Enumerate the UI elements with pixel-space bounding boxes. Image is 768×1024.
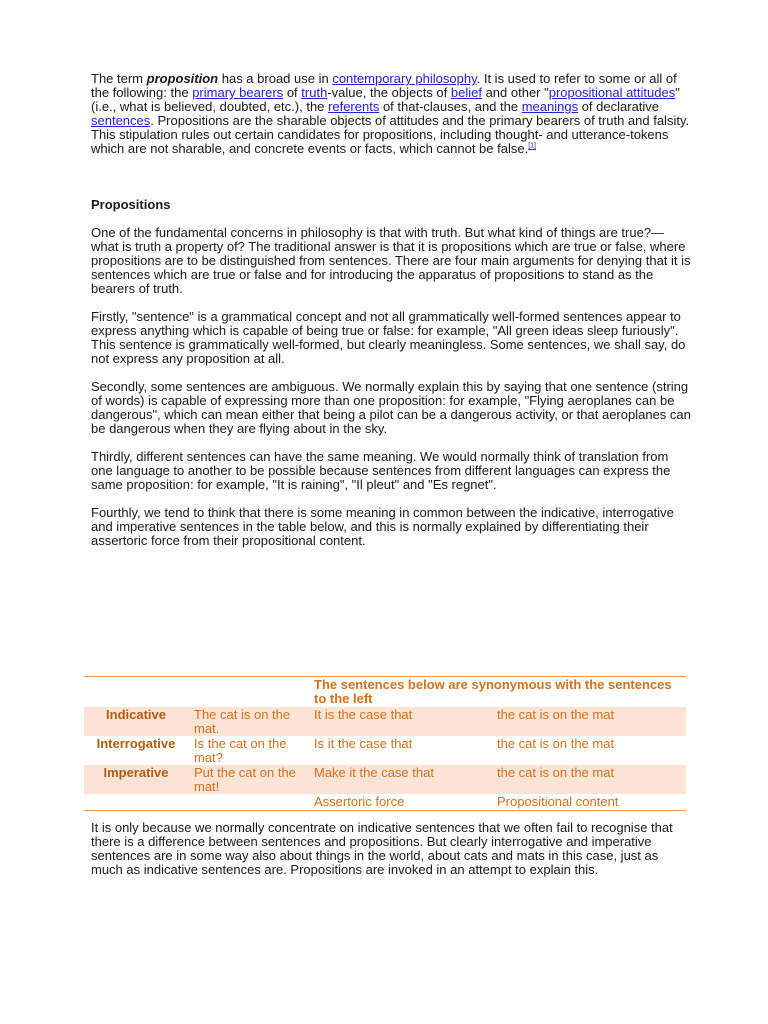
row-force: Make it the case that [308, 765, 491, 794]
intro-text: The term [91, 71, 147, 86]
header-empty-cell [84, 677, 188, 708]
link-propositional-attitudes[interactable]: propositional attitudes [548, 85, 676, 100]
paragraph-5: Fourthly, we tend to think that there is some meaning in common between the indicative, interrogative and imperative sentences in the table below, and this is normally explained by differentiating their assertoric force from their propositional content. [91, 505, 674, 548]
link-sentences[interactable]: sentences [91, 113, 151, 128]
row-label: Interrogative [96, 736, 176, 751]
row-content: the cat is on the mat [497, 736, 615, 751]
row-sentence: The cat is on the mat. [188, 707, 308, 736]
table-row [84, 765, 686, 794]
row-sentence: Put the cat on the mat! [188, 765, 308, 794]
table-row [84, 707, 686, 736]
row-force: It is the case that [308, 707, 491, 736]
closing-paragraph: It is only because we normally concentrate on indicative sentences that we often fail to recognise that there is a difference between sentences and propositions. But clearly interrogative and imperative sentences are in some way also about things in the world, about cats and mats in this case, just as much as indicative sentences are. Propositions are invoked in an attempt to explain this. [91, 820, 673, 877]
row-label: Imperative [84, 765, 188, 794]
intro-text: of [283, 85, 302, 100]
intro-text: -value, the objects of [327, 85, 451, 100]
paragraph-3: Secondly, some sentences are ambiguous. We normally explain this by saying that one sentence (string of words) is capable of expressing more than one proposition: for example, "Flying aeroplanes can be dangerous", which can mean either that being a pilot can be a dangerous activity, or that aeroplanes can be dangerous when they are flying about in the sky. [91, 379, 691, 436]
footer-empty-cell [188, 794, 308, 811]
link-contemporary-philosophy[interactable]: contemporary philosophy [332, 71, 477, 86]
link-belief[interactable]: belief [450, 85, 482, 100]
row-label: Indicative [84, 707, 188, 736]
footer-propositional-content: Propositional content [497, 794, 619, 809]
table-footer-row [84, 794, 686, 811]
section-heading: Propositions [91, 197, 171, 212]
table-row [84, 736, 686, 765]
link-truth[interactable]: truth [301, 85, 328, 100]
term-proposition: proposition [146, 71, 219, 86]
footer-assertoric-force: Assertoric force [314, 794, 405, 809]
paragraph-4: Thirdly, different sentences can have the same meaning. We would normally think of translation from one language to another to be possible because sentences from different languages can express the same proposition: for example, "It is raining", "Il pleut" and "Es regnet". [91, 449, 671, 492]
header-empty-cell [188, 677, 308, 708]
link-referents[interactable]: referents [328, 99, 380, 114]
intro-text: of that-clauses, and the [379, 99, 522, 114]
intro-text: . Propositions are the sharable objects of attitudes and the primary bearers of truth and falsity. This stipulation rules out certain candidates for propositions, including thought- and utterance-tokens which are not sharable, and concrete events or facts, which cannot be false. [91, 113, 690, 156]
intro-paragraph [91, 72, 691, 156]
row-force: Is it the case that [314, 736, 413, 751]
intro-text: has a broad use in [218, 71, 333, 86]
intro-text: and other " [481, 85, 549, 100]
intro-text: of declarative [578, 99, 660, 114]
intro-text: " (i.e., what is believed, doubted, etc.), the [91, 85, 680, 114]
sentences-table [84, 676, 686, 811]
article-body [91, 72, 691, 548]
row-content: the cat is on the mat [491, 765, 686, 794]
row-content: the cat is on the mat [491, 707, 686, 736]
link-primary-bearers[interactable]: primary bearers [192, 85, 284, 100]
footnote-link[interactable]: [1] [528, 142, 536, 150]
table-header: The sentences below are synonymous with the sentences to the left [314, 677, 672, 706]
footer-empty-cell [84, 794, 188, 811]
paragraph-2: Firstly, "sentence" is a grammatical concept and not all grammatically well-formed sentences appear to express anything which is capable of being true or false: for example, "All green ideas sleep furiously". This sentence is grammatically well-formed, but clearly meaningless. Some sentences, we shall say, do not express any proposition at all. [91, 309, 686, 366]
intro-text: . It is used to refer to some or all of the following: the [91, 71, 677, 100]
link-meanings[interactable]: meanings [521, 99, 579, 114]
row-sentence: Is the cat on the mat? [194, 736, 287, 765]
table-header-row [84, 677, 686, 708]
paragraph-1: One of the fundamental concerns in philosophy is that with truth. But what kind of things are true?—what is truth a property of? The traditional answer is that it is propositions which are true or false, where propositions are to be distinguished from sentences. There are four main arguments for denying that it is sentences which are true or false and for introducing the apparatus of propositions to stand as the bearers of truth. [91, 225, 691, 296]
